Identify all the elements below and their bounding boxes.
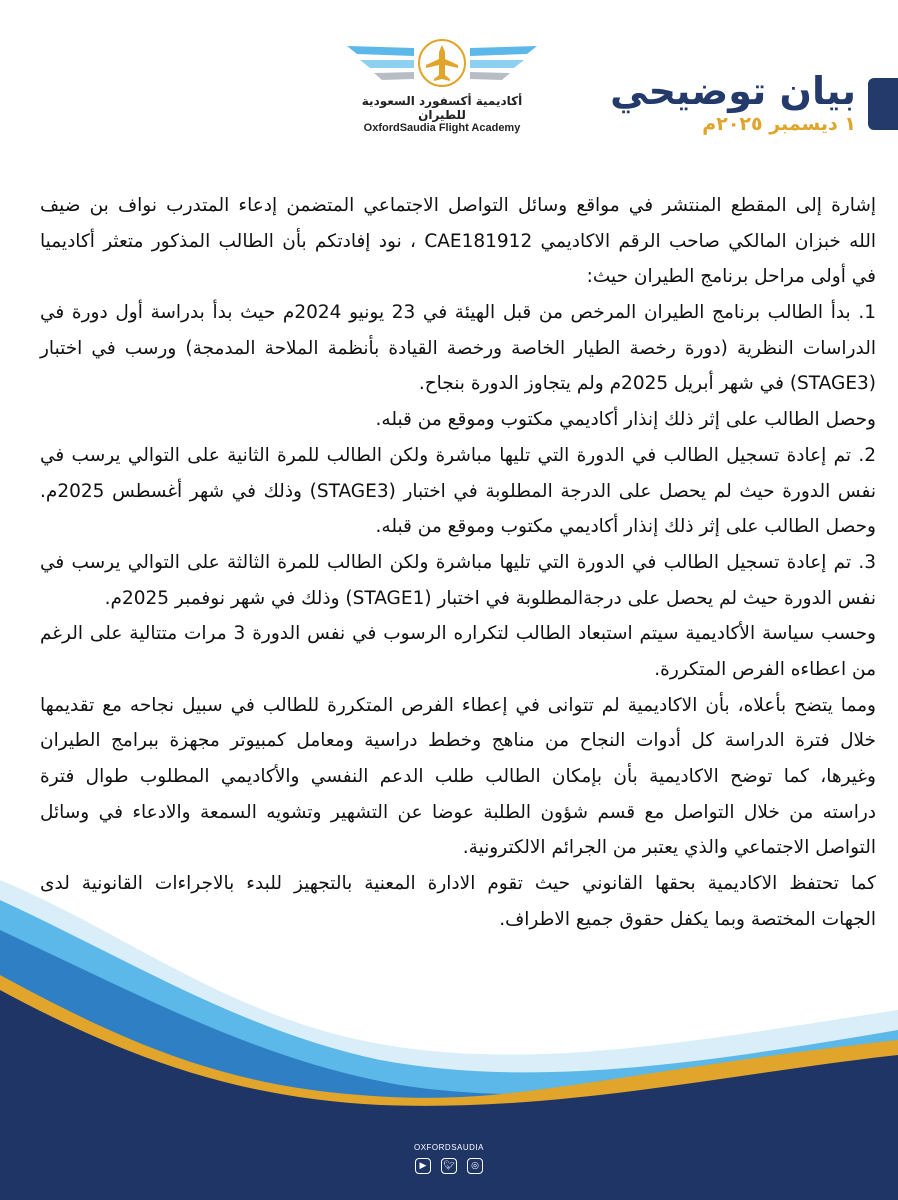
body-line: الله خبزان المالكي صاحب الرقم الاكاديمي CAE181912 ، نود إفادتكم بأن الطالب المذكور متعثر أكاديميا	[40, 230, 876, 252]
body-line: وحصل الطالب على إثر ذلك إنذار أكاديمي مكتوب وموقع من قبله.	[375, 516, 876, 538]
logo-arabic-name: أكاديمية أكسفورد السعودية للطيران	[361, 94, 523, 122]
body-line: نفس الدورة حيث لم يحصل على الدرجة المطلوبة في اختبار (STAGE3) وذلك في شهر أغسطس 2025م.	[40, 480, 876, 502]
body-line: في أولى مراحل برنامج الطيران حيث:	[586, 266, 876, 288]
body-line: ومما يتضح بأعلاه، بأن الاكاديمية لم تتوانى في إعطاء الفرص المتكررة للطالب في سبيل نجاحه مع تقديمها	[40, 694, 876, 716]
body-line: 2. تم إعادة تسجيل الطالب في الدورة التي تليها مباشرة ولكن الطالب للمرة الثانية على التوالي يرسب في	[40, 444, 876, 466]
body-line: نفس الدورة حيث لم يحصل على درجةالمطلوبة في اختبار (STAGE1) وذلك في شهر نوفمبر 2025م.	[104, 587, 876, 609]
body-line: 3. تم إعادة تسجيل الطالب في الدورة التي تليها مباشرة ولكن الطالب للمرة الثالثة على التوالي يرسب في	[40, 551, 876, 573]
footer	[0, 1143, 898, 1174]
logo-english-name: OxfordSaudia Flight Academy	[363, 122, 521, 134]
body-line: وغيرها، كما توضح الاكاديمية بأن بإمكان الطالب طلب الدعم النفسي والأكاديمي المطلوب طوال فترة	[40, 766, 876, 787]
statement-date: ١ ديسمبر ٢٠٢٥م	[702, 113, 856, 135]
youtube-icon[interactable]: ▶	[415, 1158, 431, 1174]
academy-logo	[342, 38, 542, 134]
header-accent-tab	[868, 78, 898, 130]
body-line: وحسب سياسة الأكاديمية سيتم استبعاد الطالب لتكراره الرسوب في نفس الدورة 3 مرات متتالية على الرغم	[40, 623, 876, 645]
page-title: بيان توضيحي	[610, 69, 856, 113]
twitter-icon[interactable]: 🐦︎	[441, 1158, 457, 1174]
body-line: 1. بدأ الطالب برنامج الطيران المرخص من قبل الهيئة في 23 يونيو 2024م حيث بدأ بدراسة أول دورة في	[40, 302, 876, 324]
body-line: الجهات المختصة وبما يكفل حقوق جميع الاطراف.	[499, 908, 876, 930]
body-line: وحصل الطالب على إثر ذلك إنذار أكاديمي مكتوب وموقع من قبله.	[375, 409, 876, 431]
body-line: التواصل الاجتماعي والذي يعتبر من الجرائم الالكترونية.	[462, 837, 876, 859]
body-line: كما تحتفظ الاكاديمية بحقها القانوني حيث تقوم الادارة المعنية بالتجهيز للبدء بالاجراءات القانونية لدى	[40, 873, 876, 895]
instagram-icon[interactable]: ◎	[467, 1158, 483, 1174]
body-line: (STAGE3) في شهر أبريل 2025م ولم يتجاوز الدورة بنجاح.	[418, 373, 876, 395]
winged-plane-emblem-icon	[342, 38, 542, 88]
body-line: خلال فترة الدراسة كل أدوات النجاح من مناهج وخطط دراسية ومعامل كمبيوتر مجهزة ببرامج الطيران	[40, 730, 876, 752]
social-handle: OXFORDSAUDIA	[413, 1143, 484, 1152]
body-line: من اعطاءه الفرص المتكررة.	[654, 658, 876, 680]
body-line: دراسته من خلال التواصل مع قسم شؤون الطلبة عوضا عن التشهير وتشويه السمعة والادعاء في وسائل	[40, 801, 876, 823]
body-line: الدراسات النظرية (دورة رخصة الطيار الخاصة ورخصة القيادة بأنظمة الملاحة المدمجة) ورسب في اختبار	[40, 337, 876, 359]
statement-body	[40, 188, 876, 937]
body-line: إشارة إلى المقطع المنتشر في مواقع وسائل التواصل الاجتماعي المتضمن إدعاء المتدرب نواف بن ضيف	[40, 195, 876, 216]
